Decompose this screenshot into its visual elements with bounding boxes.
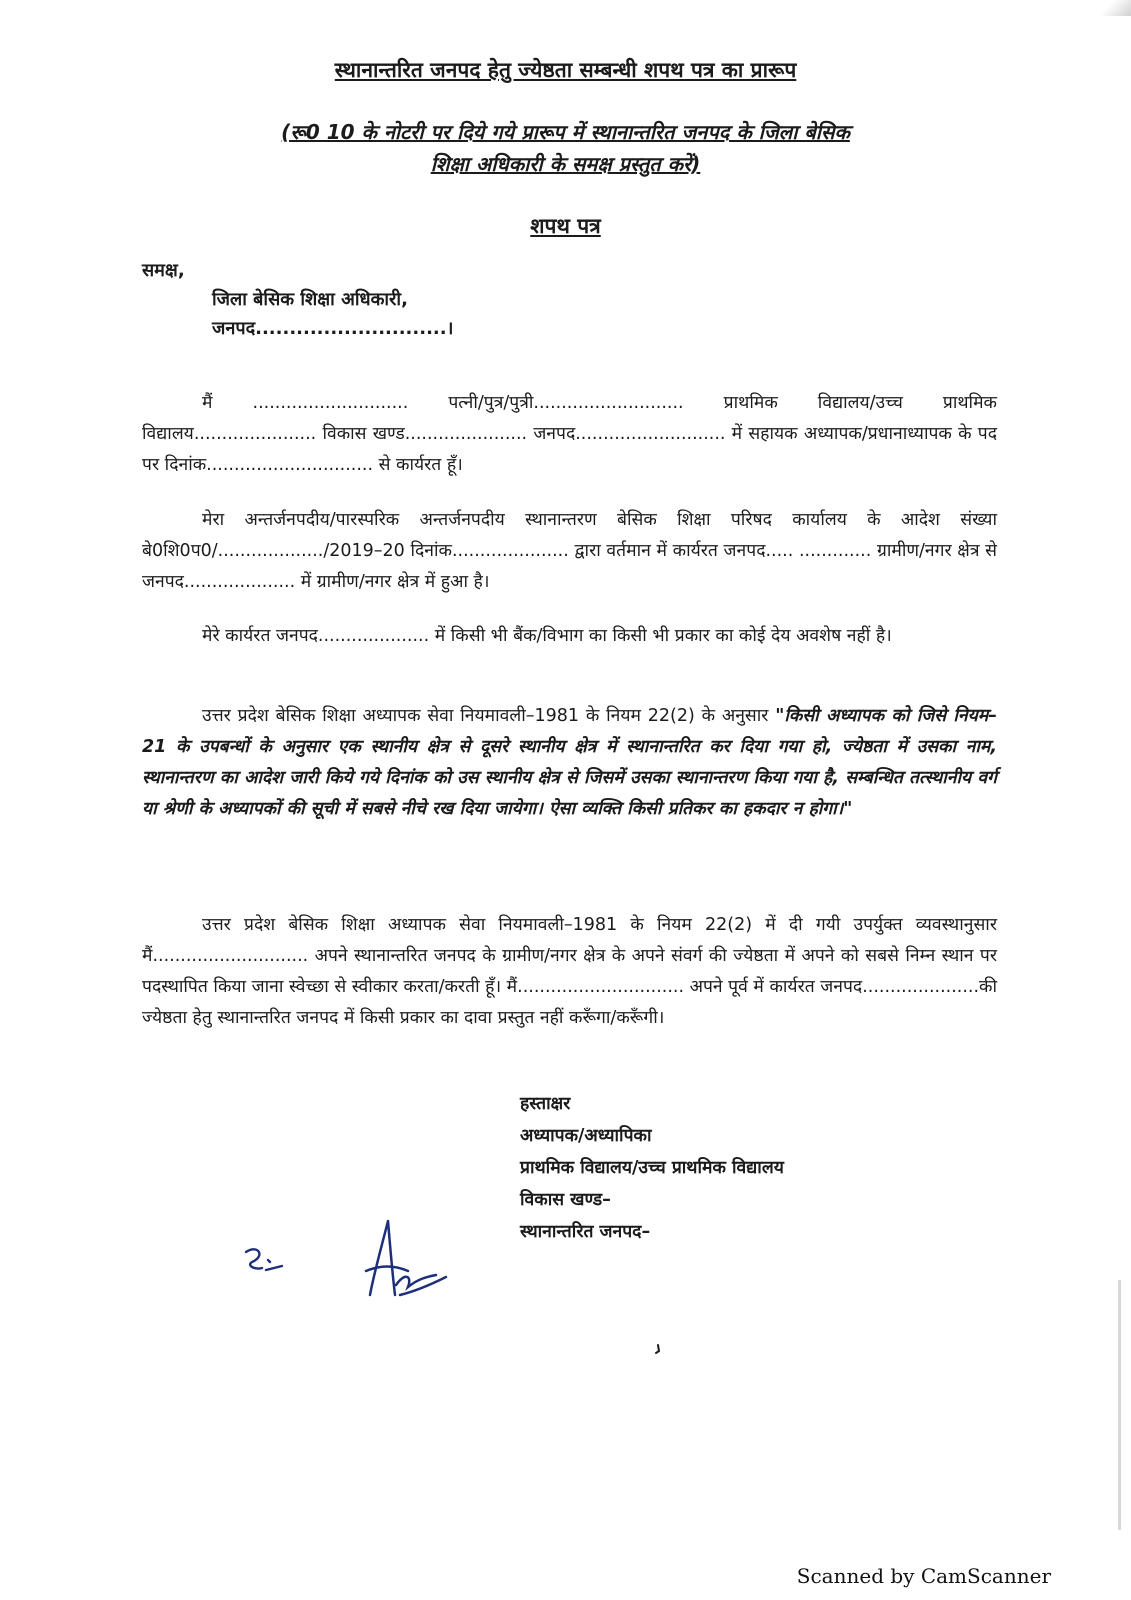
- signatory-block: विकास खण्ड–: [520, 1190, 611, 1210]
- scanner-watermark: Scanned by CamScanner: [796, 1564, 1051, 1588]
- scan-edge-shadow: [1118, 1280, 1121, 1530]
- rule-quote: "किसी अध्यापक को जिसे नियम–21 के उपबन्धों के अनुसार एक स्थानीय क्षेत्र से दूसरे स्थानीय क्षेत्र में स्थानान्तरित कर दिया गया हो, ज्येष्ठता में उसका नाम, स्थानान्तरण का आदेश जारी किये गये दिनांक को उस स्थानीय क्षेत्र से जिसमें उसका स्थानान्तरण किया गया है, सम्बन्धित तत्स्थानीय वर्ग या श्रेणी के अध्यापकों की सूची में सबसे नीचे रख दिया जायेगा। ऐसा व्यक्ति किसी प्रतिकर का हकदार न होगा।": [142, 706, 997, 819]
- ink-dot-icon: [652, 1342, 666, 1356]
- paragraph-transfer-order: मेरा अन्तर्जनपदीय/पारस्परिक अन्तर्जनपदीय स्थानान्तरण बेसिक शिक्षा परिषद कार्यालय के आदेश संख्या बे0शि0प0/.................../2019–20 दिनांक..................... द्वारा वर्तमान में कार्यरत जनपद..... ............. ग्रामीण/नगर क्षेत्र से जनपद.................... में ग्रामीण/नगर क्षेत्र में हुआ है।: [142, 510, 997, 592]
- instruction-line-2: शिक्षा अधिकारी के समक्ष प्रस्तुत करें): [430, 152, 701, 176]
- signatory-role: अध्यापक/अध्यापिका: [520, 1126, 652, 1146]
- paragraph-no-dues: मेरे कार्यरत जनपद.................... में किसी भी बैंक/विभाग का किसी भी प्रकार का कोई देय अवशेष नहीं है।: [202, 626, 892, 646]
- handwritten-mark-icon: [236, 1240, 296, 1285]
- affidavit-heading: शपथ पत्र: [530, 214, 601, 238]
- signatory-district: स्थानान्तरित जनपद–: [520, 1222, 651, 1242]
- paragraph-declaration: मैं ............................ पत्नी/पुत्र/पुत्री........................... प्राथमिक विद्यालय/उच्च प्राथमिक विद्यालय...................... विकास खण्ड...................... जनपद........................... में सहायक अध्यापक/प्रधानाध्यापक के पद पर दिनांक.............................. से कार्यरत हूँ।: [142, 393, 997, 475]
- instruction-line-1: (रू0 10 के नोटरी पर दिये गये प्रारूप में स्थानान्तरित जनपद के जिला बेसिक: [281, 120, 850, 144]
- signature-icon: [360, 1215, 455, 1310]
- scan-corner-shadow: [1101, 0, 1131, 16]
- salutation: समक्ष,: [142, 260, 185, 281]
- paragraph-acceptance: उत्तर प्रदेश बेसिक शिक्षा अध्यापक सेवा नियमावली–1981 के नियम 22(2) में दी गयी उपर्युक्त व्यवस्थानुसार मैं............................ अपने स्थानान्तरित जनपद के ग्रामीण/नगर क्षेत्र के अपने संवर्ग की ज्येष्ठता में अपने को सबसे निम्न स्थान पर पदस्थापित किया जाना स्वेच्छा से स्वीकार करता/करती हूँ। मैं.............................. अपने पूर्व में कार्यरत जनपद.....................की ज्येष्ठता हेतु स्थानान्तरित जनपद में किसी प्रकार का दावा प्रस्तुत नहीं करूँगा/करूँगी।: [142, 915, 997, 1028]
- signature-block: [520, 1088, 784, 1248]
- signatory-school: प्राथमिक विद्यालय/उच्च प्राथमिक विद्यालय: [520, 1158, 784, 1178]
- rule-intro: उत्तर प्रदेश बेसिक शिक्षा अध्यापक सेवा नियमावली–1981 के नियम 22(2) के अनुसार: [202, 706, 769, 726]
- district-line: जनपद............................।: [212, 318, 454, 339]
- paragraph-rule-22: [142, 701, 997, 825]
- document-title: स्थानान्तरित जनपद हेतु ज्येष्ठता सम्बन्धी शपथ पत्र का प्रारूप: [334, 58, 797, 82]
- signature-label: हस्ताक्षर: [520, 1094, 571, 1114]
- officer-designation: जिला बेसिक शिक्षा अधिकारी,: [212, 289, 408, 310]
